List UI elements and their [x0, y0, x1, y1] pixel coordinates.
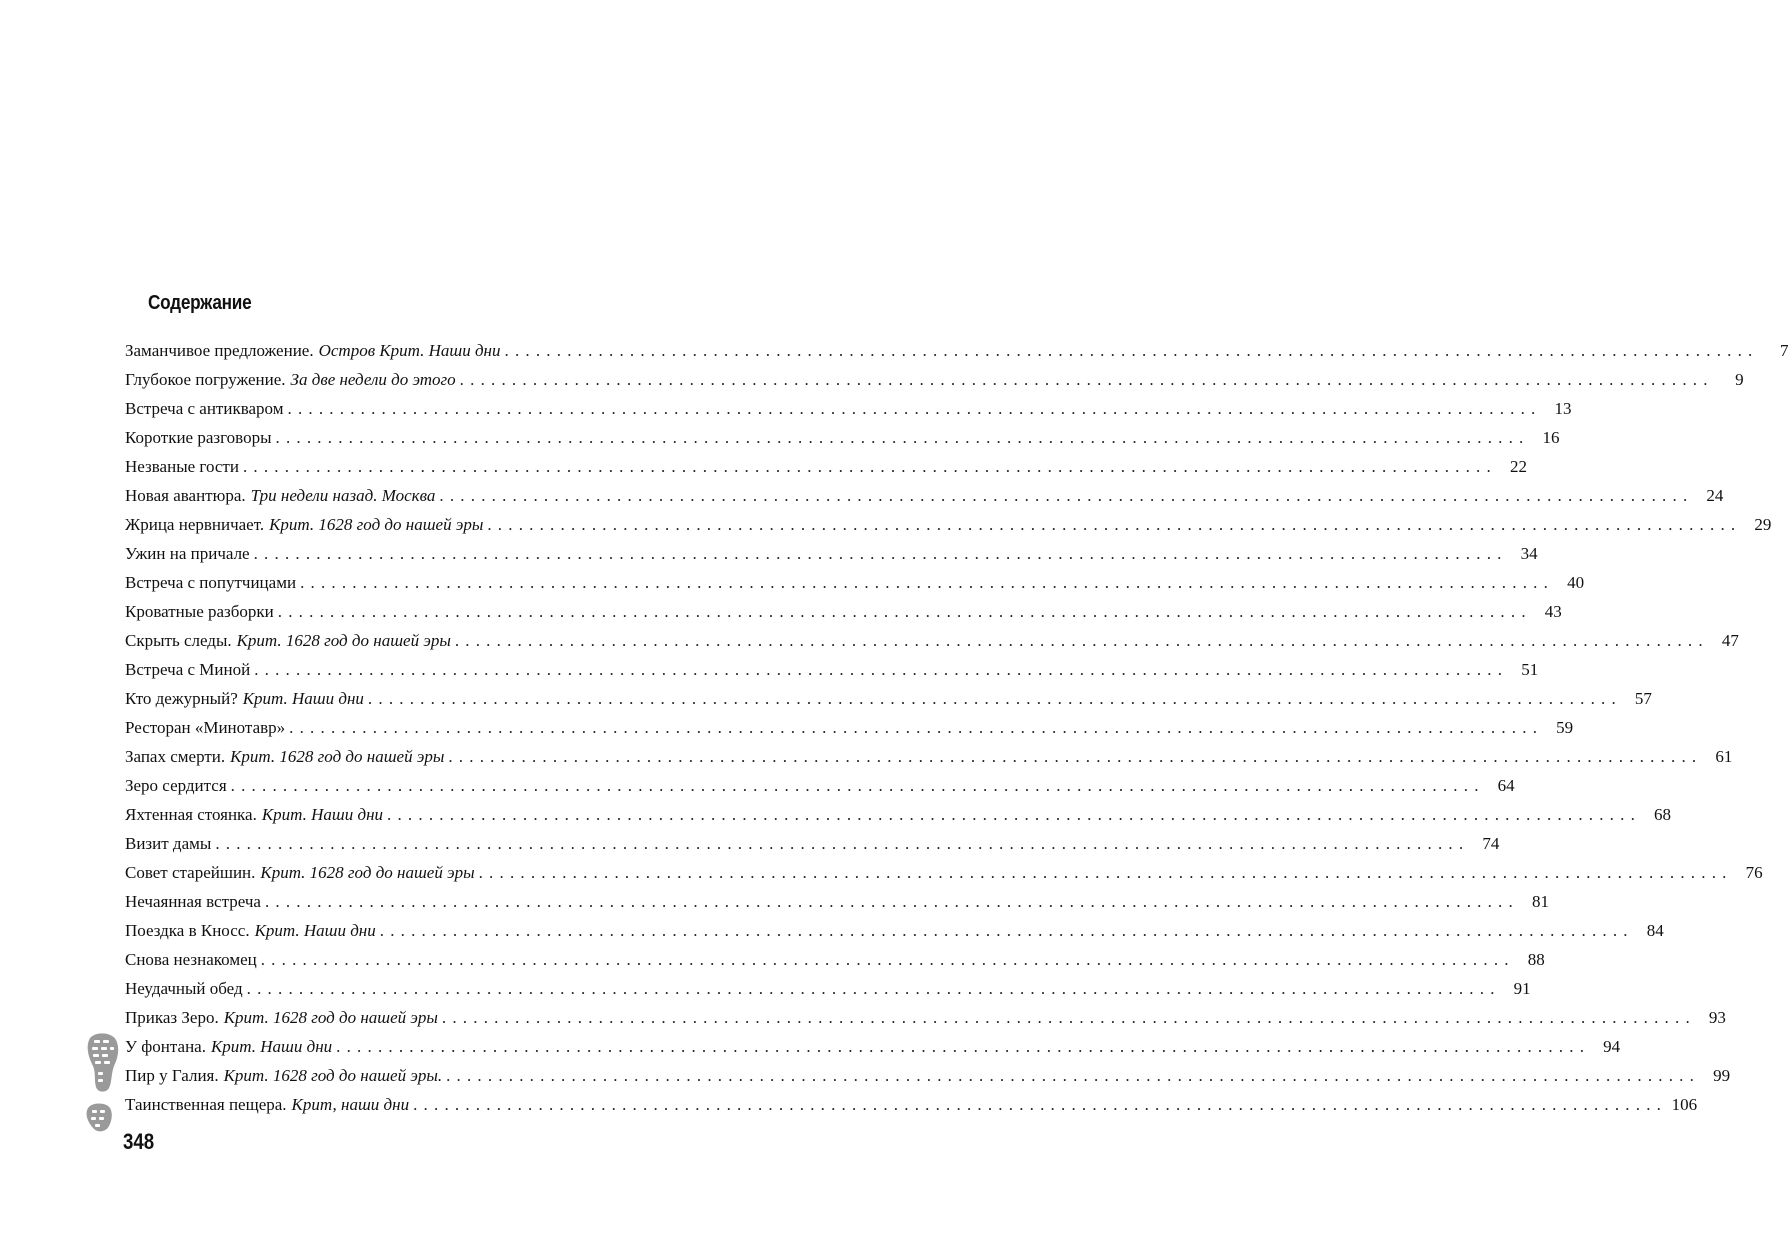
toc-entry-page: 91	[1513, 979, 1531, 998]
toc-entry-title: Поездка в Кносс.	[125, 921, 250, 940]
toc-entry-page: 13	[1554, 399, 1572, 418]
toc-entry	[125, 1003, 1726, 1032]
toc-list	[125, 336, 1789, 1119]
toc-entry-subtitle: Крит. 1628 год до нашей эры	[230, 747, 445, 766]
toc-entry-page: 68	[1654, 805, 1672, 824]
toc-entry-subtitle: Остров Крит. Наши дни	[318, 341, 501, 360]
toc-entry-title: Встреча с попутчицами	[125, 573, 297, 592]
toc-dot-leader: ........................................................................................................................	[300, 573, 1555, 592]
toc-dot-leader: ........................................................................................................................	[439, 486, 1694, 505]
toc-entry-subtitle: Крит. Наши дни	[242, 689, 364, 708]
toc-entry-page: 24	[1706, 486, 1724, 505]
toc-dot-leader: ........................................................................................................................	[446, 1066, 1701, 1085]
toc-entry-title: Ресторан «Минотавр»	[125, 718, 286, 737]
toc-entry-page: 29	[1754, 515, 1772, 534]
toc-entry-title: Скрыть следы.	[125, 631, 232, 650]
toc-entry-page: 88	[1527, 950, 1545, 969]
toc-entry-title: У фонтана.	[125, 1037, 206, 1056]
toc-entry-subtitle: Крит. Наши дни	[254, 921, 376, 940]
toc-dot-leader: ........................................................................................................................	[253, 544, 1508, 563]
toc-entry	[125, 684, 1652, 713]
toc-dot-leader: ........................................................................................................................	[379, 921, 1634, 940]
toc-entry-page: 84	[1646, 921, 1664, 940]
toc-entry-page: 99	[1713, 1066, 1731, 1085]
toc-dot-leader: ........................................................................................................................	[413, 1095, 1668, 1114]
toc-entry-subtitle: Крит. 1628 год до нашей эры	[223, 1008, 438, 1027]
toc-entry-subtitle: Три недели назад. Москва	[250, 486, 436, 505]
toc-entry-page: 9	[1735, 370, 1744, 389]
toc-entry	[125, 365, 1744, 394]
toc-entry-title: Короткие разговоры	[125, 428, 272, 447]
toc-dot-leader: ........................................................................................................................	[478, 863, 1733, 882]
toc-entry-title: Кто дежурный?	[125, 689, 238, 708]
toc-entry	[125, 510, 1772, 539]
toc-entry-subtitle: Крит. 1628 год до нашей эры.	[223, 1066, 443, 1085]
toc-entry-subtitle: Крит. 1628 год до нашей эры	[236, 631, 451, 650]
toc-entry-page: 94	[1603, 1037, 1621, 1056]
toc-entry-subtitle: За две недели до этого	[290, 370, 456, 389]
toc-entry-page: 40	[1567, 573, 1585, 592]
page-number: 348	[123, 1129, 155, 1154]
toc-entry-page: 64	[1497, 776, 1515, 795]
toc-entry-page: 7	[1780, 341, 1789, 360]
toc-entry-title: Таинственная пещера.	[125, 1095, 287, 1114]
toc-entry-title: Визит дамы	[125, 834, 212, 853]
toc-entry-page: 81	[1531, 892, 1549, 911]
toc-dot-leader: ........................................................................................................................	[441, 1008, 1696, 1027]
toc-entry	[125, 713, 1574, 742]
toc-entry-title: Встреча с Миной	[125, 660, 251, 679]
toc-entry	[125, 800, 1672, 829]
toc-entry-page: 51	[1521, 660, 1539, 679]
toc-entry-page: 34	[1520, 544, 1538, 563]
toc-entry-title: Запах смерти.	[125, 747, 226, 766]
toc-entry-subtitle: Крит. Наши дни	[210, 1037, 333, 1056]
toc-entry-subtitle: Крит. Наши дни	[261, 805, 384, 824]
toc-entry-page: 57	[1634, 689, 1652, 708]
toc-dot-leader: ........................................................................................................................	[367, 689, 1622, 708]
toc-entry-page: 106	[1671, 1095, 1698, 1114]
toc-entry	[125, 626, 1739, 655]
toc-dot-leader: ........................................................................................................................	[336, 1037, 1591, 1056]
toc-entry	[125, 481, 1724, 510]
toc-entry-title: Кроватные разборки	[125, 602, 274, 621]
toc-entry-subtitle: Крит. 1628 год до нашей эры	[260, 863, 475, 882]
toc-entry-page: 16	[1542, 428, 1560, 447]
toc-heading: Содержание	[148, 292, 252, 314]
toc-entry	[125, 916, 1664, 945]
toc-entry	[125, 858, 1763, 887]
toc-entry-title: Новая авантюра.	[125, 486, 246, 505]
toc-entry	[125, 974, 1531, 1003]
toc-entry-title: Совет старейшин.	[125, 863, 256, 882]
toc-entry	[125, 597, 1562, 626]
toc-entry	[125, 945, 1545, 974]
toc-entry-page: 22	[1509, 457, 1527, 476]
toc-entry-title: Глубокое погружение.	[125, 370, 286, 389]
toc-entry	[125, 887, 1549, 916]
toc-dot-leader: ........................................................................................................................	[275, 428, 1530, 447]
toc-dot-leader: ........................................................................................................................	[242, 457, 1497, 476]
toc-entry	[125, 336, 1789, 365]
toc-entry-title: Неудачный обед	[125, 979, 243, 998]
toc-entry	[125, 539, 1538, 568]
toc-entry-title: Жрица нервничает.	[125, 515, 265, 534]
toc-entry-title: Заманчивое предложение.	[125, 341, 314, 360]
toc-dot-leader: ........................................................................................................................	[487, 515, 1742, 534]
toc-dot-leader: ........................................................................................................................	[454, 631, 1709, 650]
toc-dot-leader: ........................................................................................................................	[230, 776, 1485, 795]
toc-entry	[125, 655, 1539, 684]
toc-dot-leader: ........................................................................................................................	[215, 834, 1470, 853]
toc-entry-page: 43	[1544, 602, 1562, 621]
toc-entry-page: 76	[1745, 863, 1763, 882]
toc-dot-leader: ........................................................................................................................	[277, 602, 1532, 621]
toc-entry-title: Зеро сердится	[125, 776, 227, 795]
toc-dot-leader: ........................................................................................................................	[289, 718, 1544, 737]
toc-entry	[125, 1032, 1621, 1061]
toc-dot-leader: ........................................................................................................................	[387, 805, 1642, 824]
toc-entry-title: Незваные гости	[125, 457, 239, 476]
toc-entry	[125, 423, 1560, 452]
toc-entry	[125, 771, 1515, 800]
toc-dot-leader: ........................................................................................................................	[254, 660, 1509, 679]
toc-entry-subtitle: Крит, наши дни	[291, 1095, 410, 1114]
toc-entry	[125, 742, 1733, 771]
toc-entry	[125, 1061, 1731, 1090]
toc-entry-title: Нечаянная встреча	[125, 892, 261, 911]
toc-entry-title: Снова незнакомец	[125, 950, 257, 969]
toc-dot-leader: ........................................................................................................................	[459, 370, 1714, 389]
toc-entry-title: Встреча с антикваром	[125, 399, 284, 418]
footprints-icon	[76, 1030, 126, 1136]
toc-entry	[125, 568, 1585, 597]
toc-entry	[125, 452, 1527, 481]
toc-entry-subtitle: Крит. 1628 год до нашей эры	[269, 515, 484, 534]
toc-entry-page: 74	[1482, 834, 1500, 853]
toc-dot-leader: ........................................................................................................................	[504, 341, 1759, 360]
toc-entry	[125, 1090, 1698, 1119]
toc-dot-leader: ........................................................................................................................	[287, 399, 1542, 418]
toc-dot-leader: ........................................................................................................................	[448, 747, 1703, 766]
toc-entry	[125, 829, 1500, 858]
toc-entry-page: 61	[1715, 747, 1733, 766]
toc-dot-leader: ........................................................................................................................	[260, 950, 1515, 969]
toc-entry-title: Ужин на причале	[125, 544, 250, 563]
toc-entry-page: 59	[1556, 718, 1574, 737]
toc-entry-title: Яхтенная стоянка.	[125, 805, 257, 824]
toc-dot-leader: ........................................................................................................................	[246, 979, 1501, 998]
toc-entry-title: Приказ Зеро.	[125, 1008, 219, 1027]
toc-entry	[125, 394, 1572, 423]
toc-entry-title: Пир у Галия.	[125, 1066, 219, 1085]
toc-entry-page: 47	[1721, 631, 1739, 650]
toc-entry-page: 93	[1708, 1008, 1726, 1027]
toc-dot-leader: ........................................................................................................................	[264, 892, 1519, 911]
